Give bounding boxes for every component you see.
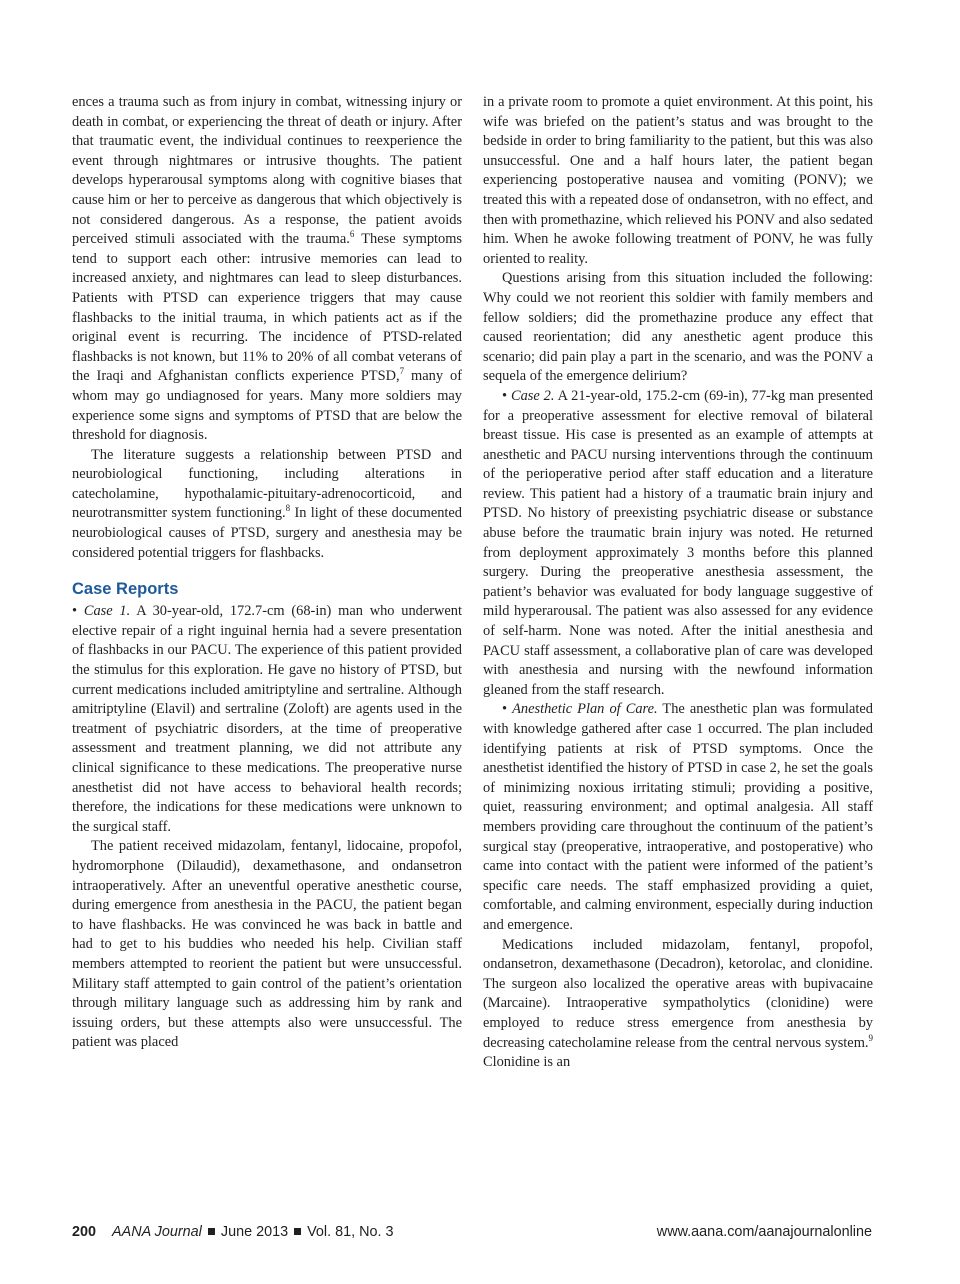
bullet: • [72,603,84,620]
text-run: The patient received midazolam, fentanyl, lidocaine, propofol, hydromorphone (Dilaudid), dexamethasone, and ondansetron intraoperatively. After an uneventful operative anesthetic course, during emergence from anesthesia in the PACU, the patient began to have flashbacks. He was convinced he was back in battle and had to get to his buddies who needed his help. Civilian staff members attempted to reorient the patient but were unsuccessful. Military staff attempted to gain control of the patient’s orientation through military language such as addressing him by rank and issuing orders, but these attempts also were unsuccessful. The patient was placed [72,838,462,1051]
paragraph [483,93,873,269]
paragraph [72,837,462,1053]
issue-date: June 2013 [220,1224,289,1240]
text-run: The literature suggests a relationship between PTSD and neurobiological functioning, including alterations in catecholamine, hypothalamic-pituitary-adrenocorticoid, and neurotransmitter system functioning. [72,446,462,522]
text-run: Clonidine is an [483,1054,571,1071]
case-label: Case 1. [83,603,131,620]
paragraph [483,269,873,387]
left-column [72,93,462,1053]
paragraph [483,387,873,701]
bullet: • [502,387,511,404]
citation-ref: 6 [349,229,355,240]
plan-label: Anesthetic Plan of Care. [512,701,658,718]
page-footer [72,1224,872,1240]
paragraph [72,602,462,837]
text-run: in a private room to promote a quiet environment. At this point, his wife was briefed on the patient’s status and was brought to the bedside in order to bring familiarity to the patient, but this was also unsuccessful. One and a half hours later, the patient began experiencing postoperative nausea and vomiting (PONV); we treated this with a repeated dose of ondansetron, with no effect, and then with promethazine, which relieved his PONV and also sedated him. When he awoke following treatment of PONV, he was fully oriented to reality. [483,94,873,267]
text-run: Questions arising from this situation included the following: Why could we not reorient this soldier with family members and fellow soldiers; did the promethazine produce any effect that caused reorientation; did any anesthetic agent produce this scenario; did pain play a part in the scenario, and was the PONV a sequela of the emergence delirium? [483,270,873,385]
journal-name: AANA Journal [112,1224,202,1240]
volume-issue: Vol. 81, No. 3 [307,1224,394,1240]
page-number: 200 [72,1224,97,1240]
text-run: Medications included midazolam, fentanyl, propofol, ondansetron, dexamethasone (Decadron), ketorolac, and clonidine. The surgeon also localized the operative areas with bupivacaine (Marcaine). Intraoperative sympatholytics (clonidine) were employed to reduce stress emergence from anesthesia by decreasing catecholamine release from the central nervous system. [483,936,873,1051]
citation-ref: 9 [868,1032,873,1043]
citation-ref: 8 [285,503,291,514]
paragraph [72,446,462,564]
text-run: These symptoms tend to support each other: intrusive memories can lead to increased anxiety, and nightmares can lead to sleep disturbances. Patients with PTSD can experience triggers that may cause flashbacks to the initial trauma, in which patients act as if the original event is recurring. The incidence of PTSD-related flashbacks is not known, but 11% to 20% of all combat veterans of the Iraqi and Afghanistan conflicts experience PTSD, [72,231,463,385]
text-run: many of whom may go undiagnosed for years. Many more soldiers may experience some signs and symptoms of PTSD that are below the threshold for diagnosis. [72,368,462,444]
text-run: In light of these documented neurobiological causes of PTSD, surgery and anesthesia may be considered potential triggers for flashbacks. [72,505,462,561]
paragraph [483,700,873,935]
text-run: ences a trauma such as from injury in combat, witnessing injury or death in combat, or experiencing the threat of death or injury. After that traumatic event, the individual continues to reexperience the event through nightmares or intrusive thoughts. The patient develops hyperarousal symptoms along with cognitive biases that cause him or her to perceive as dangerous that which objectively is not considered dangerous. As a response, the patient avoids perceived stimuli associated with the trauma. [72,94,462,248]
case-label: Case 2. [510,387,555,404]
paragraph [72,93,462,446]
separator-square-icon [294,1228,301,1235]
paragraph [483,936,873,1073]
citation-ref: 7 [399,366,405,377]
journal-url[interactable]: www.aana.com/aanajournalonline [656,1224,872,1240]
bullet: • [502,701,513,718]
section-heading: Case Reports [72,580,179,599]
right-column [483,93,873,1073]
text-run: A 30-year-old, 172.7-cm (68-in) man who underwent elective repair of a right inguinal hernia had a severe presentation of flashbacks in our PACU. The experience of this patient provided the stimulus for this exploration. He gave no history of PTSD, but current medications included amitriptyline and sertraline. Although amitriptyline (Elavil) and sertraline (Zoloft) are agents used in the treatment of psychiatric disorders, at the time of preoperative assessment and treatment planning, we did not attribute any clinical significance to these medications. The preoperative nurse anesthetist did not have access to behavioral health records; therefore, the indications for these medications were unknown to the surgical staff. [72,603,463,835]
text-run: A 21-year-old, 175.2-cm (69-in), 77-kg man presented for a preoperative assessment for elective removal of bilateral breast tissue. His case is presented as an example of attempts at anesthetic and PACU nursing interventions through the continuum of the perioperative period after staff education and a literature review. This patient had a history of a traumatic brain injury and PTSD. No history of preexisting psychiatric disease or substance abuse before the traumatic brain injury was noted. He returned from deployment approximately 3 months before this planned surgery. During the preoperative anesthesia assessment, the patient’s behavior was evaluated for body language suggestive of mild hyperarousal. The patient was also assessed for any evidence of self-harm. None was noted. After the initial anesthesia and PACU staff assessment, a collaborative plan of care was developed with anesthesia and nursing with the newfound information gleaned from the staff research. [483,387,873,698]
separator-square-icon [208,1228,215,1235]
text-run: The anesthetic plan was formulated with knowledge gathered after case 1 occurred. The plan included identifying patients at risk of PTSD symptoms. Once the anesthetist identified the history of PTSD in case 2, he set the goals of minimizing noxious irritating stimuli; providing a positive, quiet, reassuring environment; and optimal analgesia. All staff members providing care throughout the continuum of the patient’s surgical stay (preoperative, intraoperative, and postoperative) who came into contact with the patient were informed of the patient’s specific care needs. The staff emphasized providing a quiet, comfortable, and calming environment, especially during induction and emergence. [483,701,873,933]
